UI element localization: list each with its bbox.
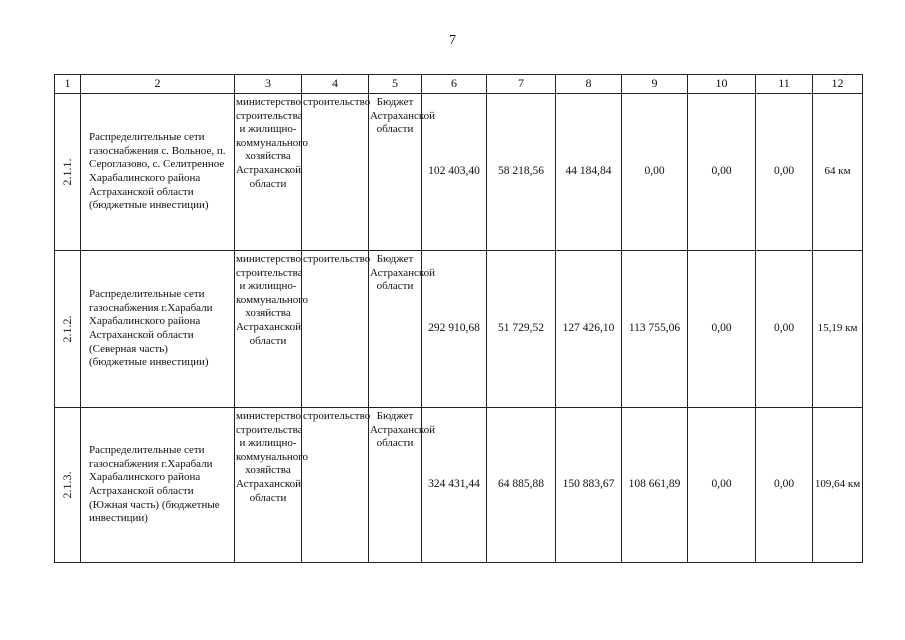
row-number-cell xyxy=(55,94,81,251)
amount-col11: 0,00 xyxy=(756,251,813,408)
object-name: Распределительные сети газоснабжения г.Харабали Харабалинского района Астраханской области (Южная часть) (бюджетные инвестиции) xyxy=(81,408,235,563)
object-name: Распределительные сети газоснабжения с. Вольное, п. Сероглазово, с. Селитренное Харабалинского района Астраханской области (бюджетные инвестиции) xyxy=(81,94,235,251)
table-row xyxy=(55,94,863,251)
responsible-body: министерство строительства и жилищно- коммунального хозяйства Астраханской области xyxy=(235,94,302,251)
column-header: 11 xyxy=(756,75,813,94)
column-header-row xyxy=(55,75,863,94)
funding-source: Бюджет Астраханской области xyxy=(369,94,422,251)
column-header: 2 xyxy=(81,75,235,94)
page-number: 7 xyxy=(449,33,456,48)
column-header: 3 xyxy=(235,75,302,94)
row-number: 2.1.2. xyxy=(59,315,74,343)
row-number: 2.1.1. xyxy=(59,158,74,186)
amount-col9: 0,00 xyxy=(622,94,688,251)
column-header: 8 xyxy=(556,75,622,94)
column-header: 7 xyxy=(487,75,556,94)
table-row xyxy=(55,251,863,408)
column-header: 1 xyxy=(55,75,81,94)
amount-total: 292 910,68 xyxy=(422,251,487,408)
amount-col11: 0,00 xyxy=(756,94,813,251)
funding-source: Бюджет Астраханской области xyxy=(369,251,422,408)
table-row xyxy=(55,408,863,563)
amount-col7: 51 729,52 xyxy=(487,251,556,408)
amount-col7: 64 885,88 xyxy=(487,408,556,563)
funding-source: Бюджет Астраханской области xyxy=(369,408,422,563)
work-type: строительство xyxy=(302,94,369,251)
responsible-body: министерство строительства и жилищно- коммунального хозяйства Астраханской области xyxy=(235,251,302,408)
column-header: 12 xyxy=(813,75,863,94)
amount-col8: 127 426,10 xyxy=(556,251,622,408)
investment-table xyxy=(54,74,863,563)
amount-col10: 0,00 xyxy=(688,251,756,408)
column-header: 4 xyxy=(302,75,369,94)
responsible-body: министерство строительства и жилищно- коммунального хозяйства Астраханской области xyxy=(235,408,302,563)
network-length: 64 км xyxy=(813,94,863,251)
amount-col8: 150 883,67 xyxy=(556,408,622,563)
amount-total: 324 431,44 xyxy=(422,408,487,563)
column-header: 5 xyxy=(369,75,422,94)
column-header: 9 xyxy=(622,75,688,94)
amount-col7: 58 218,56 xyxy=(487,94,556,251)
amount-col8: 44 184,84 xyxy=(556,94,622,251)
amount-col10: 0,00 xyxy=(688,408,756,563)
work-type: строительство xyxy=(302,251,369,408)
amount-col9: 108 661,89 xyxy=(622,408,688,563)
amount-col11: 0,00 xyxy=(756,408,813,563)
amount-col9: 113 755,06 xyxy=(622,251,688,408)
row-number: 2.1.3. xyxy=(59,471,74,499)
row-number-cell xyxy=(55,251,81,408)
column-header: 6 xyxy=(422,75,487,94)
work-type: строительство xyxy=(302,408,369,563)
amount-col10: 0,00 xyxy=(688,94,756,251)
amount-total: 102 403,40 xyxy=(422,94,487,251)
network-length: 15,19 км xyxy=(813,251,863,408)
column-header: 10 xyxy=(688,75,756,94)
network-length: 109,64 км xyxy=(813,408,863,563)
object-name: Распределительные сети газоснабжения г.Харабали Харабалинского района Астраханской области (Северная часть) (бюджетные инвестиции) xyxy=(81,251,235,408)
row-number-cell xyxy=(55,408,81,563)
